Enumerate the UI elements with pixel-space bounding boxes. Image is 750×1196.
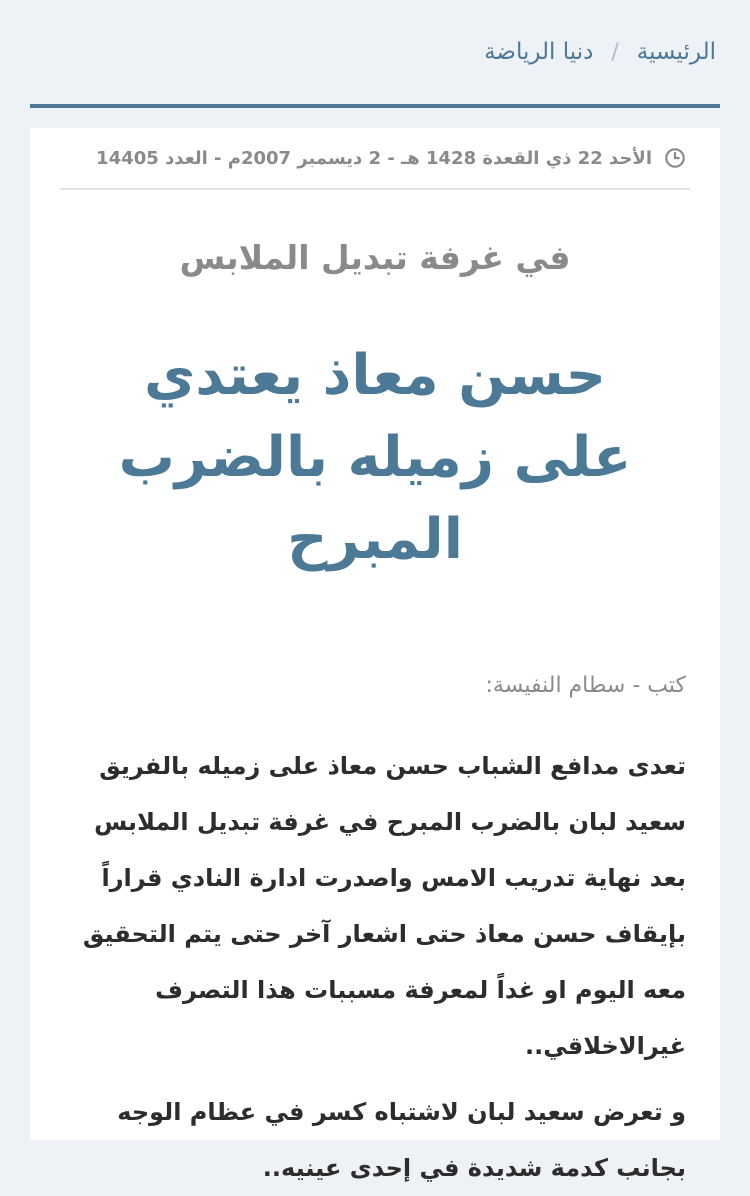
breadcrumb xyxy=(30,0,720,108)
article-paragraph: و تعرض سعيد لبان لاشتباه كسر في عظام الوجه بجانب كدمة شديدة في إحدى عينيه.. xyxy=(60,1084,686,1196)
article-card xyxy=(30,128,720,1140)
article-paragraph: تعدى مدافع الشباب حسن معاذ على زميله بالفريق سعيد لبان بالضرب المبرح في غرفة تبديل الملابس بعد نهاية تدريب الامس واصدرت ادارة النادي قراراً بإيقاف حسن معاذ حتى اشعار آخر حتى يتم التحقيق معه اليوم او غداً لمعرفة مسببات هذا التصرف غيرالاخلاقي.. xyxy=(60,738,686,1074)
clock-icon xyxy=(664,147,686,169)
article-author: كتب - سطام النفيسة: xyxy=(60,673,690,698)
publish-date: الأحد 22 ذي القعدة 1428 هـ - 2 ديسمبر 2007م - العدد 14405 xyxy=(96,148,652,169)
breadcrumb-section-link[interactable]: دنيا الرياضة xyxy=(484,39,593,65)
article-meta xyxy=(60,128,690,190)
breadcrumb-home-link[interactable]: الرئيسية xyxy=(637,39,716,65)
breadcrumb-separator: / xyxy=(611,40,618,65)
article-body xyxy=(60,738,690,1196)
article-subtitle: في غرفة تبديل الملابس xyxy=(60,238,690,277)
article-title: حسن معاذ يعتدي على زميله بالضرب المبرح xyxy=(60,335,690,581)
